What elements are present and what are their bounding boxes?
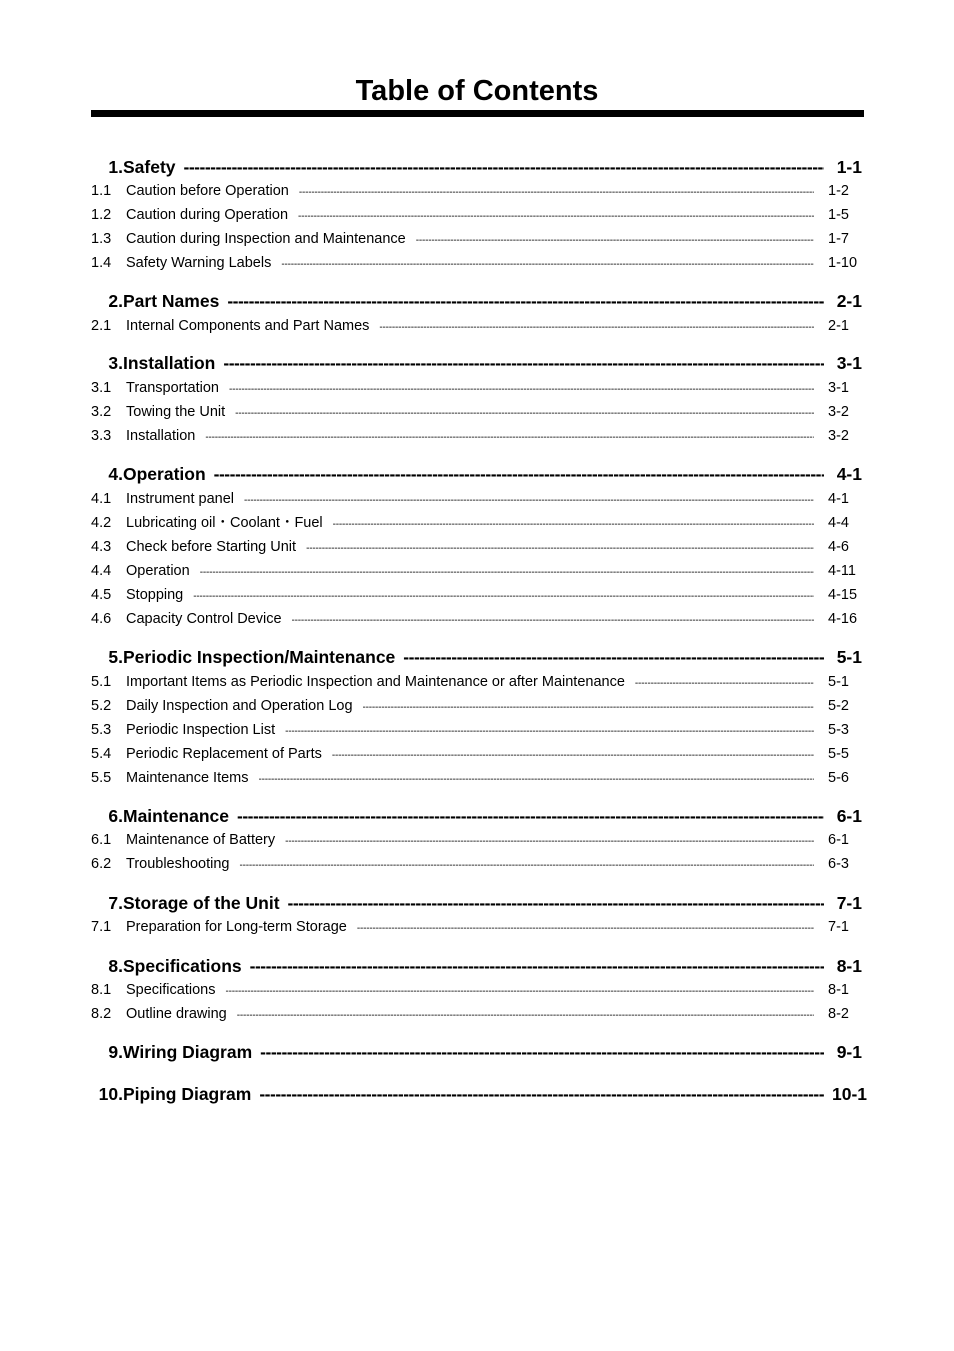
- entry-number: 1.: [108, 157, 123, 177]
- page-number: 5-1: [828, 674, 849, 690]
- entry-number: 10.: [98, 1084, 123, 1104]
- dot-leader: [306, 538, 814, 560]
- page-number: 8-2: [828, 1006, 849, 1022]
- entry-title: Periodic Replacement of Parts: [126, 746, 322, 762]
- page-number: 4-1: [828, 491, 849, 507]
- entry-title: Stopping: [126, 587, 184, 603]
- toc-entry-4-6[interactable]: [82, 608, 862, 630]
- dot-leader: [635, 673, 814, 695]
- entry-title: Preparation for Long-term Storage: [126, 919, 347, 935]
- entry-title: Transportation: [126, 380, 219, 396]
- page-number: 6-1: [836, 806, 862, 826]
- dot-leader: [259, 769, 814, 791]
- toc-entry-4-4[interactable]: [82, 560, 862, 582]
- dot-leader: [184, 155, 824, 179]
- entry-number: 9.: [108, 1042, 123, 1062]
- page-number: 5-1: [836, 647, 862, 667]
- page-title: Table of Contents: [355, 75, 599, 107]
- page-number: 3-1: [828, 380, 849, 396]
- dot-leader: [225, 981, 814, 1003]
- toc-section-5[interactable]: [82, 645, 862, 669]
- toc-entry-3-1[interactable]: [82, 377, 862, 399]
- dot-leader: [403, 645, 824, 669]
- entry-number: 5.2: [91, 698, 112, 714]
- dot-leader: [333, 514, 814, 536]
- toc-entry-1-1[interactable]: [82, 180, 862, 202]
- toc-entry-5-5[interactable]: [82, 767, 862, 789]
- entry-number: 5.5: [91, 770, 112, 786]
- page-number: 4-1: [836, 464, 862, 484]
- toc-entry-2-1[interactable]: [82, 315, 862, 337]
- entry-title: Safety Warning Labels: [126, 255, 272, 271]
- entry-number: 7.1: [91, 919, 112, 935]
- toc-entry-1-3[interactable]: [82, 228, 862, 250]
- dot-leader: [200, 562, 814, 584]
- page-number: 1-5: [828, 207, 849, 223]
- dot-leader: [237, 804, 824, 828]
- dot-leader: [259, 1082, 824, 1106]
- toc-section-6[interactable]: [82, 804, 862, 828]
- page-number: 3-1: [836, 353, 862, 373]
- toc-section-2[interactable]: [82, 289, 862, 313]
- entry-number: 1.3: [91, 231, 112, 247]
- toc-entry-5-2[interactable]: [82, 695, 862, 717]
- toc-entry-6-1[interactable]: [82, 829, 862, 851]
- page-number: 10-1: [832, 1084, 868, 1104]
- dot-leader: [227, 289, 824, 313]
- entry-title: Specifications: [123, 956, 242, 976]
- entry-title: Installation: [126, 428, 196, 444]
- entry-title: Operation: [126, 563, 190, 579]
- dot-leader: [292, 610, 814, 632]
- entry-title: Caution before Operation: [126, 183, 289, 199]
- entry-title: Storage of the Unit: [123, 893, 280, 913]
- entry-title: Safety: [123, 157, 176, 177]
- dot-leader: [298, 206, 814, 228]
- entry-number: 8.2: [91, 1006, 112, 1022]
- entry-number: 6.: [108, 806, 123, 826]
- toc-entry-4-2[interactable]: [82, 512, 862, 534]
- entry-title: Daily Inspection and Operation Log: [126, 698, 353, 714]
- dot-leader: [285, 831, 814, 853]
- toc-entry-5-4[interactable]: [82, 743, 862, 765]
- page-number: 4-11: [828, 563, 856, 579]
- page-number: 5-6: [828, 770, 849, 786]
- entry-number: 8.1: [91, 982, 112, 998]
- page-number: 3-2: [828, 404, 849, 420]
- entry-title: Maintenance of Battery: [126, 832, 276, 848]
- entry-number: 2.1: [91, 318, 112, 334]
- page-number: 2-1: [836, 291, 862, 311]
- toc-section-4[interactable]: [82, 462, 862, 486]
- entry-number: 4.3: [91, 539, 112, 555]
- toc-entry-6-2[interactable]: [82, 853, 862, 875]
- entry-title: Capacity Control Device: [126, 611, 282, 627]
- entry-title: Maintenance: [123, 806, 229, 826]
- page-number: 4-16: [828, 611, 858, 627]
- entry-number: 4.1: [91, 491, 112, 507]
- entry-title: Caution during Operation: [126, 207, 289, 223]
- entry-title: Towing the Unit: [126, 404, 226, 420]
- dot-leader: [250, 954, 824, 978]
- page-number: 4-6: [828, 539, 849, 555]
- dot-leader: [357, 918, 814, 940]
- entry-title: Check before Starting Unit: [126, 539, 297, 555]
- entry-title: Installation: [123, 353, 216, 373]
- entry-title: Part Names: [123, 291, 220, 311]
- dot-leader: [332, 745, 814, 767]
- page-number: 5-5: [828, 746, 849, 762]
- entry-title: Specifications: [126, 982, 216, 998]
- page-number: 7-1: [836, 893, 862, 913]
- dot-leader: [281, 254, 814, 276]
- dot-leader: [260, 1040, 824, 1064]
- toc-entry-4-1[interactable]: [82, 488, 862, 510]
- page-number: 8-1: [836, 956, 862, 976]
- toc-section-7[interactable]: [82, 891, 862, 915]
- toc-section-3[interactable]: [82, 351, 862, 375]
- dot-leader: [214, 462, 824, 486]
- dot-leader: [193, 586, 814, 608]
- dot-leader: [205, 427, 814, 449]
- entry-title: Instrument panel: [126, 491, 235, 507]
- entry-number: 6.1: [91, 832, 112, 848]
- entry-number: 4.2: [91, 515, 112, 531]
- entry-title: Wiring Diagram: [123, 1042, 253, 1062]
- entry-number: 3.1: [91, 380, 112, 396]
- dot-leader: [223, 351, 824, 375]
- entry-title: Internal Components and Part Names: [126, 318, 370, 334]
- entry-number: 4.4: [91, 563, 112, 579]
- toc-entry-3-3[interactable]: [82, 425, 862, 447]
- entry-title: Maintenance Items: [126, 770, 249, 786]
- entry-title: Outline drawing: [126, 1006, 227, 1022]
- entry-number: 3.2: [91, 404, 112, 420]
- toc-entry-5-1[interactable]: [82, 671, 862, 693]
- entry-number: 1.1: [91, 183, 112, 199]
- entry-title: Lubricating oil・Coolant・Fuel: [126, 515, 323, 531]
- entry-number: 3.3: [91, 428, 112, 444]
- dot-leader: [235, 403, 814, 425]
- toc-entry-5-3[interactable]: [82, 719, 862, 741]
- entry-title: Caution during Inspection and Maintenance: [126, 231, 406, 247]
- page-number: 5-3: [828, 722, 849, 738]
- page-number: 4-15: [828, 587, 858, 603]
- toc-entry-1-2[interactable]: [82, 204, 862, 226]
- entry-title: Periodic Inspection/Maintenance: [123, 647, 396, 667]
- dot-leader: [285, 721, 814, 743]
- page-number: 6-1: [828, 832, 849, 848]
- dot-leader: [229, 379, 814, 401]
- entry-title: Operation: [123, 464, 206, 484]
- page-number: 7-1: [828, 919, 849, 935]
- entry-number: 2.: [108, 291, 123, 311]
- page-number: 2-1: [828, 318, 849, 334]
- toc-entry-8-2[interactable]: [82, 1003, 862, 1025]
- dot-leader: [244, 490, 814, 512]
- entry-number: 4.: [108, 464, 123, 484]
- dot-leader: [299, 182, 814, 204]
- toc-section-1[interactable]: [82, 155, 862, 179]
- dot-leader: [239, 855, 814, 877]
- page-number: 1-10: [828, 255, 858, 271]
- entry-title: Piping Diagram: [123, 1084, 252, 1104]
- toc-entry-3-2[interactable]: [82, 401, 862, 423]
- entry-number: 5.1: [91, 674, 112, 690]
- entry-number: 5.: [108, 647, 123, 667]
- entry-number: 8.: [108, 956, 123, 976]
- entry-number: 4.6: [91, 611, 112, 627]
- page-number: 8-1: [828, 982, 849, 998]
- dot-leader: [288, 891, 824, 915]
- page-number: 9-1: [836, 1042, 862, 1062]
- page-number: 5-2: [828, 698, 849, 714]
- dot-leader: [363, 697, 814, 719]
- page-number: 1-2: [828, 183, 849, 199]
- entry-title: Troubleshooting: [126, 856, 230, 872]
- entry-number: 7.: [108, 893, 123, 913]
- page-number: 6-3: [828, 856, 849, 872]
- toc-entry-1-4[interactable]: [82, 252, 862, 274]
- dot-leader: [237, 1005, 814, 1027]
- toc-section-8[interactable]: [82, 954, 862, 978]
- page-number: 1-7: [828, 231, 849, 247]
- toc-entry-4-3[interactable]: [82, 536, 862, 558]
- page-number: 1-1: [836, 157, 862, 177]
- dot-leader: [416, 230, 814, 252]
- entry-number: 1.2: [91, 207, 112, 223]
- entry-number: 4.5: [91, 587, 112, 603]
- toc-section-9[interactable]: [82, 1040, 862, 1064]
- entry-title: Periodic Inspection List: [126, 722, 276, 738]
- toc-entry-8-1[interactable]: [82, 979, 862, 1001]
- page-number: 4-4: [828, 515, 849, 531]
- entry-number: 5.4: [91, 746, 112, 762]
- page-number: 3-2: [828, 428, 849, 444]
- dot-leader: [379, 317, 814, 339]
- entry-number: 5.3: [91, 722, 112, 738]
- entry-number: 3.: [108, 353, 123, 373]
- entry-title: Important Items as Periodic Inspection and Maintenance or after Maintenance: [126, 674, 625, 690]
- toc-entry-4-5[interactable]: [82, 584, 862, 606]
- toc-entry-7-1[interactable]: [82, 916, 862, 938]
- entry-number: 6.2: [91, 856, 112, 872]
- toc-section-10[interactable]: [82, 1082, 868, 1106]
- entry-number: 1.4: [91, 255, 112, 271]
